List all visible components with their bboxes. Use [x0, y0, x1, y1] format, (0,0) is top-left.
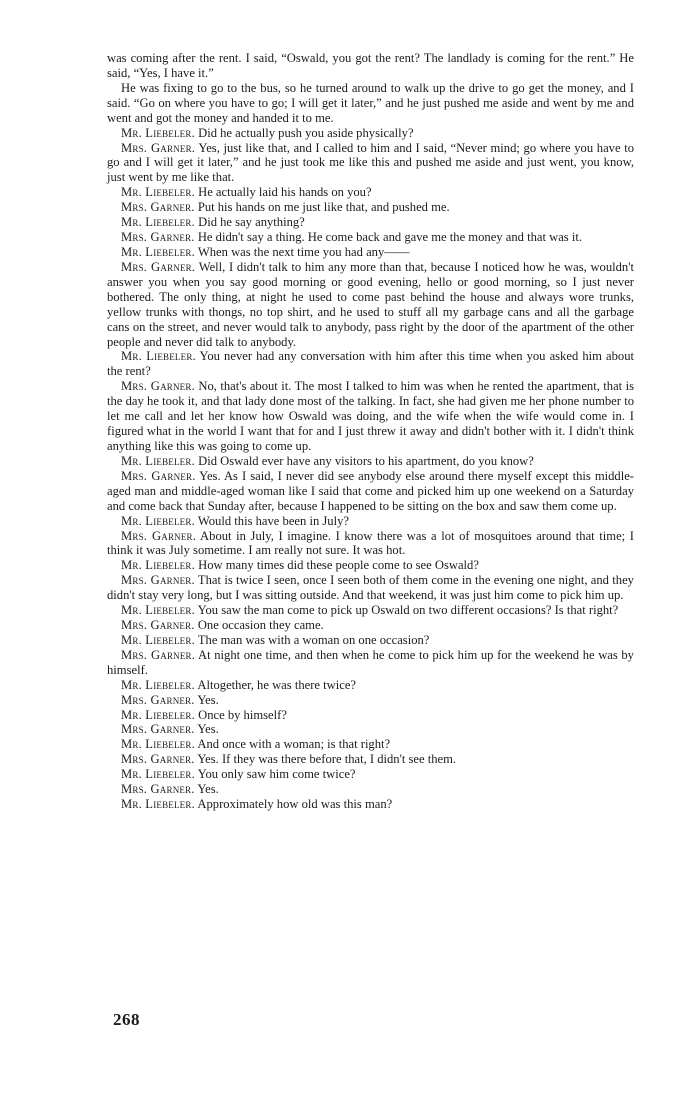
- paragraph: [107, 603, 634, 618]
- speaker-label: Mr. Liebeler.: [121, 349, 196, 364]
- paragraph-text: You saw the man come to pick up Oswald on two different occasions? Is that right?: [197, 603, 619, 618]
- speaker-label: Mrs. Garner.: [121, 140, 196, 155]
- paragraph-text: Approximately how old was this man?: [197, 797, 393, 812]
- paragraph: [107, 215, 634, 230]
- speaker-label: Mrs. Garner.: [121, 468, 196, 483]
- speaker-label: Mr. Liebeler.: [121, 603, 195, 618]
- paragraph: [107, 737, 634, 752]
- paragraph-text: Put his hands on me just like that, and pushed me.: [197, 200, 450, 215]
- speaker-label: Mr. Liebeler.: [121, 125, 195, 140]
- paragraph: [107, 573, 634, 603]
- paragraph: [107, 260, 634, 350]
- paragraph: [107, 379, 634, 454]
- speaker-label: Mr. Liebeler.: [121, 513, 195, 528]
- paragraph: [107, 51, 634, 81]
- paragraph: [107, 200, 634, 215]
- speaker-label: Mr. Liebeler.: [121, 185, 195, 200]
- paragraph-text: When was the next time you had any——: [197, 244, 410, 259]
- paragraph-text: One occasion they came.: [197, 618, 324, 633]
- paragraph-text: You only saw him come twice?: [197, 767, 356, 782]
- speaker-label: Mr. Liebeler.: [121, 737, 195, 752]
- speaker-label: Mrs. Garner.: [121, 528, 197, 543]
- page-number: 268: [113, 1010, 140, 1029]
- speaker-label: Mr. Liebeler.: [121, 707, 195, 722]
- paragraph-text: Did he say anything?: [198, 215, 305, 230]
- paragraph-text: Once by himself?: [198, 707, 287, 722]
- speaker-label: Mrs. Garner.: [121, 200, 195, 215]
- paragraph-text: was coming after the rent. I said, “Oswald, you got the rent? The landlady is coming for the rent.” He said, “Yes, I have it.”: [107, 51, 634, 80]
- testimony-page: [107, 51, 634, 812]
- paragraph: [107, 529, 634, 559]
- speaker-label: Mr. Liebeler.: [121, 632, 195, 647]
- paragraph: [107, 349, 634, 379]
- speaker-label: Mrs. Garner.: [121, 230, 195, 245]
- paragraph: [107, 678, 634, 693]
- paragraph-text: He didn't say a thing. He come back and gave me the money and that was it.: [197, 230, 582, 245]
- speaker-label: Mr. Liebeler.: [121, 797, 195, 812]
- paragraph: [107, 618, 634, 633]
- speaker-label: Mrs. Garner.: [121, 259, 196, 274]
- paragraph: [107, 782, 634, 797]
- paragraph-text: The man was with a woman on one occasion?: [197, 632, 430, 647]
- paragraph-text: Did Oswald ever have any visitors to his apartment, do you know?: [198, 453, 534, 468]
- paragraph-text: You never had any conversation with him after this time when you asked him about the rent?: [107, 349, 635, 379]
- speaker-label: Mr. Liebeler.: [121, 244, 195, 259]
- paragraph-text: At night one time, and then when he come to pick him up for the weekend he was by himself.: [107, 647, 634, 677]
- speaker-label: Mrs. Garner.: [121, 379, 195, 394]
- paragraph-text: Yes, just like that, and I called to him and I said, “Never mind; go where you have to go and I will get it later,” and he just took me like this and pushed me aside and just went, you know, just went by me like that.: [107, 140, 635, 185]
- paragraph-text: No, that's about it. The most I talked to him was when he rented the apartment, that is the day he took it, and that lady done most of the talking. In fact, she had given me her phone number to let me call and let her know how Oswald was doing, and the wife when the wife would come in. I figured what in the world I want that for and I just threw it away and didn't bother with it. I didn't think anything like this was going to come up.: [107, 379, 634, 453]
- paragraph: [107, 454, 634, 469]
- paragraph-text: He was fixing to go to the bus, so he turned around to walk up the drive to go get the money, and I said. “Go on where you have to go; I will get it later,” and he just pushed me aside and went by me and went and got the money and handed it to me.: [107, 80, 634, 125]
- paragraph: [107, 514, 634, 529]
- paragraph-text: About in July, I imagine. I know there was a lot of mosquitoes around that time; I think it was July sometime. I am really not sure. It was hot.: [107, 528, 634, 558]
- paragraph-text: Yes.: [197, 722, 219, 737]
- paragraph-text: Yes.: [197, 692, 219, 707]
- paragraph-text: He actually laid his hands on you?: [198, 185, 372, 200]
- paragraph: [107, 185, 634, 200]
- paragraph: [107, 141, 634, 186]
- paragraph: [107, 81, 634, 126]
- speaker-label: Mrs. Garner.: [121, 618, 195, 633]
- paragraph-text: And once with a woman; is that right?: [197, 737, 391, 752]
- paragraph: [107, 245, 634, 260]
- paragraph-text: Did he actually push you aside physically?: [198, 125, 414, 140]
- paragraph: [107, 469, 634, 514]
- paragraph: [107, 693, 634, 708]
- paragraph: [107, 126, 634, 141]
- paragraph: [107, 230, 634, 245]
- speaker-label: Mrs. Garner.: [121, 782, 195, 797]
- paragraph: [107, 648, 634, 678]
- speaker-label: Mrs. Garner.: [121, 573, 195, 588]
- paragraph-text: Yes.: [197, 782, 219, 797]
- speaker-label: Mr. Liebeler.: [121, 215, 195, 230]
- paragraph-text: Yes. As I said, I never did see anybody else around there myself except this middle-aged man and middle-aged woman like I said that come and picked him up one weekend on a Saturday and come back that Sunday after, because I happened to be sitting on the box and saw them come up.: [107, 468, 635, 513]
- speaker-label: Mr. Liebeler.: [121, 453, 195, 468]
- paragraph-text: How many times did these people come to see Oswald?: [198, 558, 479, 573]
- speaker-label: Mr. Liebeler.: [121, 677, 195, 692]
- paragraph: [107, 708, 634, 723]
- speaker-label: Mr. Liebeler.: [121, 558, 195, 573]
- paragraph: [107, 767, 634, 782]
- speaker-label: Mrs. Garner.: [121, 647, 196, 662]
- paragraph: [107, 752, 634, 767]
- paragraph-text: Would this have been in July?: [197, 513, 349, 528]
- paragraph-text: Altogether, he was there twice?: [197, 677, 357, 692]
- paragraph: [107, 558, 634, 573]
- paragraph-text: Well, I didn't talk to him any more than that, because I noticed how he was, wouldn't answer you when you say good morning or good evening, hello or good morning, so I just never bothered. The only thing, at night he used to come past behind the house and always wore trunks, yellow trunks with thongs, no top shirt, and he used to stuff all my garbage cans and all the garbage cans on the street, and never would talk to anybody, pass right by the door of the apartment of the other people and never did talk to anybody.: [107, 259, 634, 349]
- speaker-label: Mrs. Garner.: [121, 752, 195, 767]
- speaker-label: Mr. Liebeler.: [121, 767, 195, 782]
- paragraph: [107, 797, 634, 812]
- speaker-label: Mrs. Garner.: [121, 722, 195, 737]
- paragraph: [107, 633, 634, 648]
- speaker-label: Mrs. Garner.: [121, 692, 195, 707]
- paragraph-text: That is twice I seen, once I seen both of them come in the evening one night, and they didn't stay very long, but I was sitting outside. And that weekend, it was just him come to pick him up.: [107, 573, 634, 603]
- paragraph: [107, 722, 634, 737]
- paragraph-text: Yes. If they was there before that, I didn't see them.: [197, 752, 457, 767]
